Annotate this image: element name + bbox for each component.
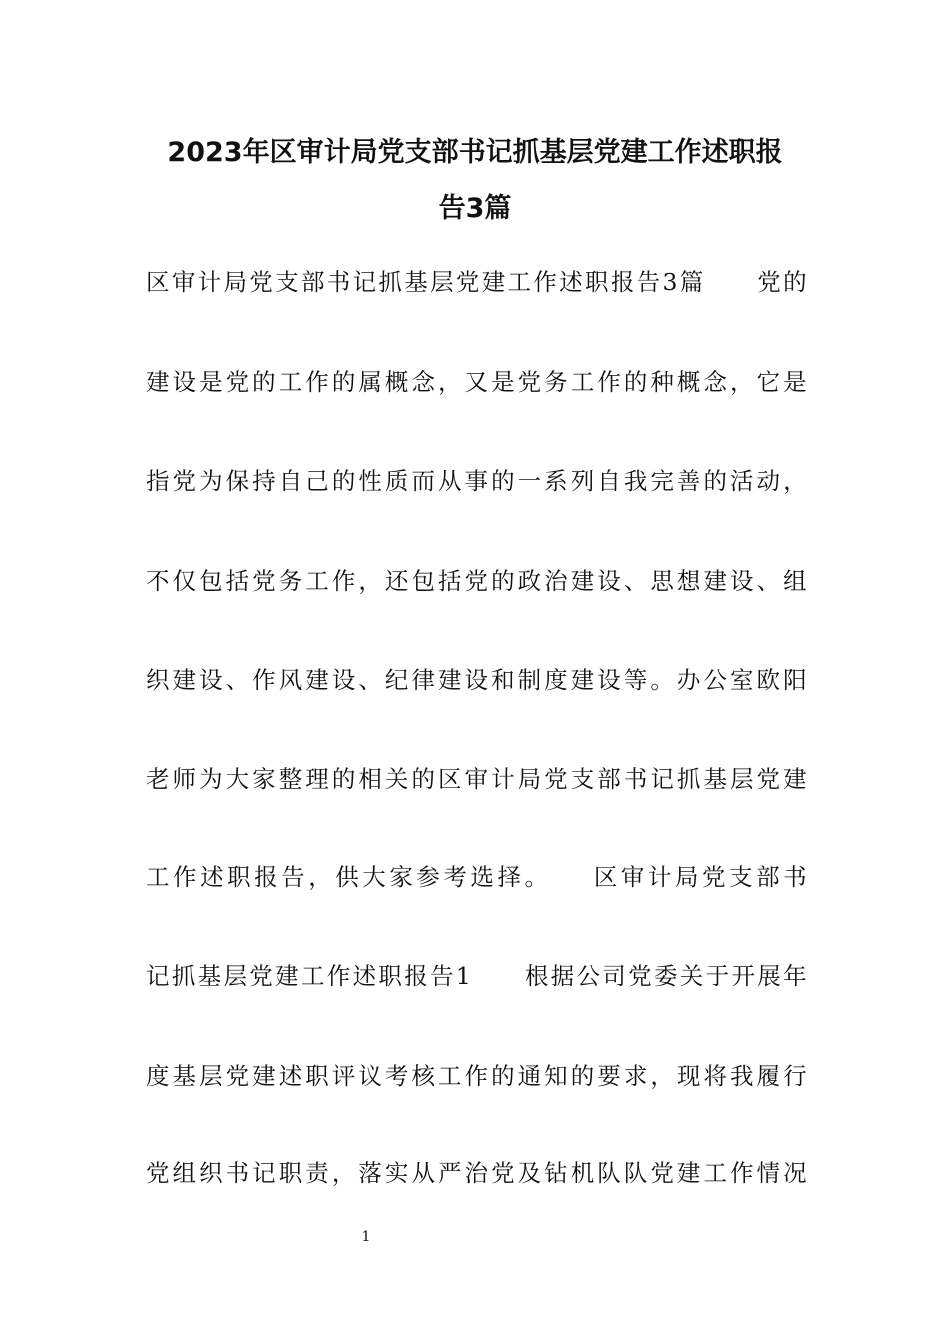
body-text-line: 区审计局党支部书记抓基层党建工作述职报告3篇 党的 <box>146 268 808 296</box>
body-text-line: 记抓基层党建工作述职报告1 根据公司党委关于开展年 <box>146 962 808 990</box>
body-text-line: 织建设、作风建设、纪律建设和制度建设等。办公室欧阳 <box>146 666 808 694</box>
page-number: 1 <box>361 1229 371 1245</box>
body-text-line: 老师为大家整理的相关的区审计局党支部书记抓基层党建 <box>146 765 808 793</box>
body-text-line: 建设是党的工作的属概念，又是党务工作的种概念，它是 <box>146 368 808 396</box>
body-text-line: 党组织书记职责，落实从严治党及钻机队队党建工作情况 <box>146 1159 808 1187</box>
body-text-line: 工作述职报告，供大家参考选择。 区审计局党支部书 <box>146 863 808 891</box>
body-text-line: 不仅包括党务工作，还包括党的政治建设、思想建设、组 <box>146 567 808 595</box>
document-title-line-2: 告3篇 <box>438 193 512 224</box>
document-title-line-1: 2023年区审计局党支部书记抓基层党建工作述职报 <box>167 137 783 168</box>
body-text-line: 度基层党建述职评议考核工作的通知的要求，现将我履行 <box>146 1062 808 1090</box>
body-text-line: 指党为保持自己的性质而从事的一系列自我完善的活动， <box>146 467 808 495</box>
